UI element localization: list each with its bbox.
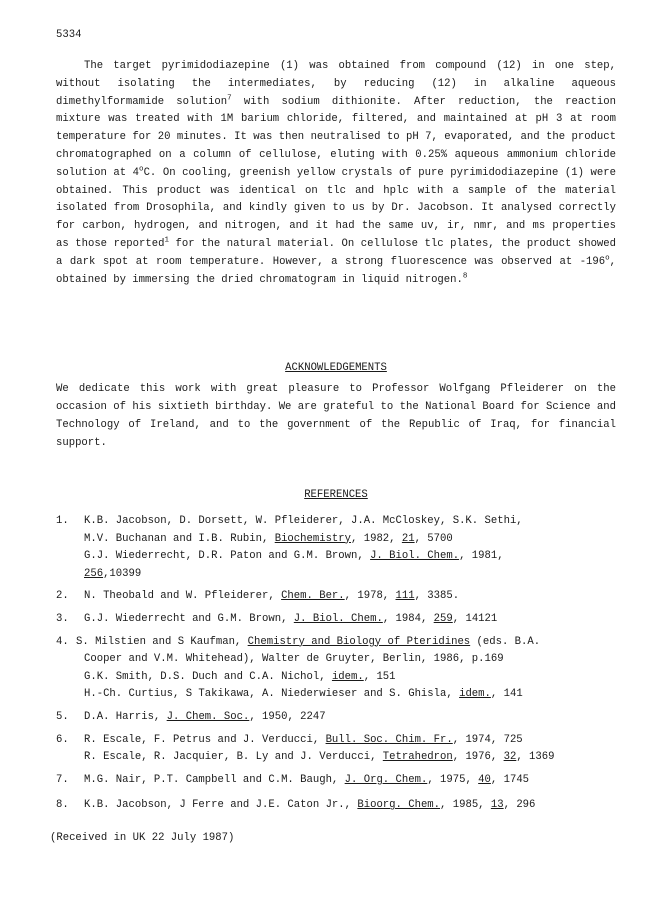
reference-number: 6. xyxy=(56,733,69,746)
journal-name: Bull. Soc. Chim. Fr. xyxy=(325,733,453,746)
reference-number: 1. xyxy=(56,515,69,527)
references-heading: REFERENCES xyxy=(304,489,368,501)
page-number: 5334 xyxy=(56,29,82,41)
reference-line: K.B. Jacobson, D. Dorsett, W. Pfleiderer, J.A. McCloskey, S.K. Sethi, xyxy=(84,515,523,527)
acknowledgements-heading: ACKNOWLEDGEMENTS xyxy=(285,362,387,374)
volume: 259 xyxy=(433,612,453,625)
reference-2 xyxy=(56,588,616,606)
reference-line: G.K. Smith, D.S. Duch and C.A. Nichol, idem., 151 xyxy=(84,670,396,683)
volume: 13 xyxy=(490,799,504,812)
journal-name: Tetrahedron xyxy=(382,751,453,764)
volume: 111 xyxy=(395,590,415,603)
reference-line: M.V. Buchanan and I.B. Rubin, Biochemistry, 1982, 21, 5700 xyxy=(84,532,453,545)
reference-number: 2. xyxy=(56,590,69,603)
journal-name: J. Chem. Soc. xyxy=(166,710,250,723)
reference-line: N. Theobald and W. Pfleiderer, Chem. Ber., 1978, 111, 3385. xyxy=(84,590,460,603)
reference-number: 3. xyxy=(56,612,69,625)
reference-line: S. Milstien and S Kaufman, Chemistry and Biology of Pteridines (eds. B.A. xyxy=(76,635,541,648)
reference-line: M.G. Nair, P.T. Campbell and C.M. Baugh, J. Org. Chem., 1975, 40, 1745 xyxy=(84,773,530,786)
volume: 21 xyxy=(401,532,415,545)
reference-line: G.J. Wiederrecht and G.M. Brown, J. Biol. Chem., 1984, 259, 14121 xyxy=(84,612,498,625)
reference-6 xyxy=(56,732,616,767)
reference-8 xyxy=(56,797,616,815)
volume: 256 xyxy=(84,567,104,580)
reference-line: D.A. Harris, J. Chem. Soc., 1950, 2247 xyxy=(84,710,326,723)
journal-name: Bioorg. Chem. xyxy=(357,799,441,812)
reference-line: R. Escale, F. Petrus and J. Verducci, Bull. Soc. Chim. Fr., 1974, 725 xyxy=(84,733,523,746)
intro-paragraph: The target pyrimidodiazepine (1) was obtained from compound (12) in one step, without isolating the intermediates, by reducing (12) in alkaline aqueous dimethylformamide solution$^7$ with sodium dithionite. After reduction, the reaction mixture was treated with 1M barium chloride, filtered, and maintained at pH 3 at room temperature for 20 minutes. It was then neutralised to pH 7, evaporated, and the product chromatographed on a column of cellulose, eluting with 0.25% aqueous ammonium chloride solution at 4$^o$C. On cooling, greenish yellow crystals of pure pyrimidodiazepine (1) were obtained. This product was identical on tlc and hplc with a sample of the material isolated from Drosophila, and kindly given to us by Dr. Jacobson. It analysed correctly for carbon, hydrogen, and nitrogen, and it had the same uv, ir, nmr, and ms properties as those reported$^1$ for the natural material. On cellulose tlc plates, the product showed a dark spot at room temperature. However, a strong fluorescence was observed at -196$^o$, obtained by immersing the dried chromatogram in liquid nitrogen.$^8$ xyxy=(56,60,617,286)
reference-3 xyxy=(56,611,616,629)
reference-7 xyxy=(56,772,616,790)
reference-line: 256,10399 xyxy=(84,567,142,580)
journal-name: J. Biol. Chem. xyxy=(293,612,383,625)
reference-1 xyxy=(56,513,616,583)
reference-line: K.B. Jacobson, J Ferre and J.E. Caton Jr., Bioorg. Chem., 1985, 13, 296 xyxy=(84,799,536,812)
reference-5 xyxy=(56,709,616,727)
volume: 40 xyxy=(478,773,491,786)
reference-line: G.J. Wiederrecht, D.R. Paton and G.M. Brown, J. Biol. Chem., 1981, xyxy=(84,550,504,563)
journal-name: J. Biol. Chem. xyxy=(370,550,460,563)
reference-number: 7. xyxy=(56,773,69,786)
acknowledgements-text: We dedicate this work with great pleasure to Professor Wolfgang Pfleiderer on the occasion of his sixtieth birthday. We are grateful to the National Board for Science and Technology of Ireland, and to the government of the Republic of Iraq, for financial support. xyxy=(56,383,616,449)
reference-line: R. Escale, R. Jacquier, B. Ly and J. Verducci, Tetrahedron, 1976, 32, 1369 xyxy=(84,751,555,764)
journal-name: idem. xyxy=(459,688,491,701)
reference-number: 5. xyxy=(56,710,69,723)
reference-number: 4. xyxy=(56,635,69,648)
reference-list xyxy=(56,513,616,820)
received-date: (Received in UK 22 July 1987) xyxy=(50,832,235,844)
journal-name: idem. xyxy=(331,670,364,683)
reference-number: 8. xyxy=(56,799,69,812)
journal-name: J. Org. Chem. xyxy=(344,773,428,786)
journal-name: Chem. Ber. xyxy=(281,590,345,603)
journal-name: Biochemistry xyxy=(274,532,352,545)
reference-line: Cooper and V.M. Whitehead), Walter de Gruyter, Berlin, 1986, p.169 xyxy=(84,653,504,666)
volume: 32 xyxy=(503,751,517,764)
reference-line: H.-Ch. Curtius, S Takikawa, A. Niederwieser and S. Ghisla, idem., 141 xyxy=(84,688,523,701)
reference-4 xyxy=(56,634,616,704)
book-title: Chemistry and Biology of Pteridines xyxy=(247,635,471,648)
